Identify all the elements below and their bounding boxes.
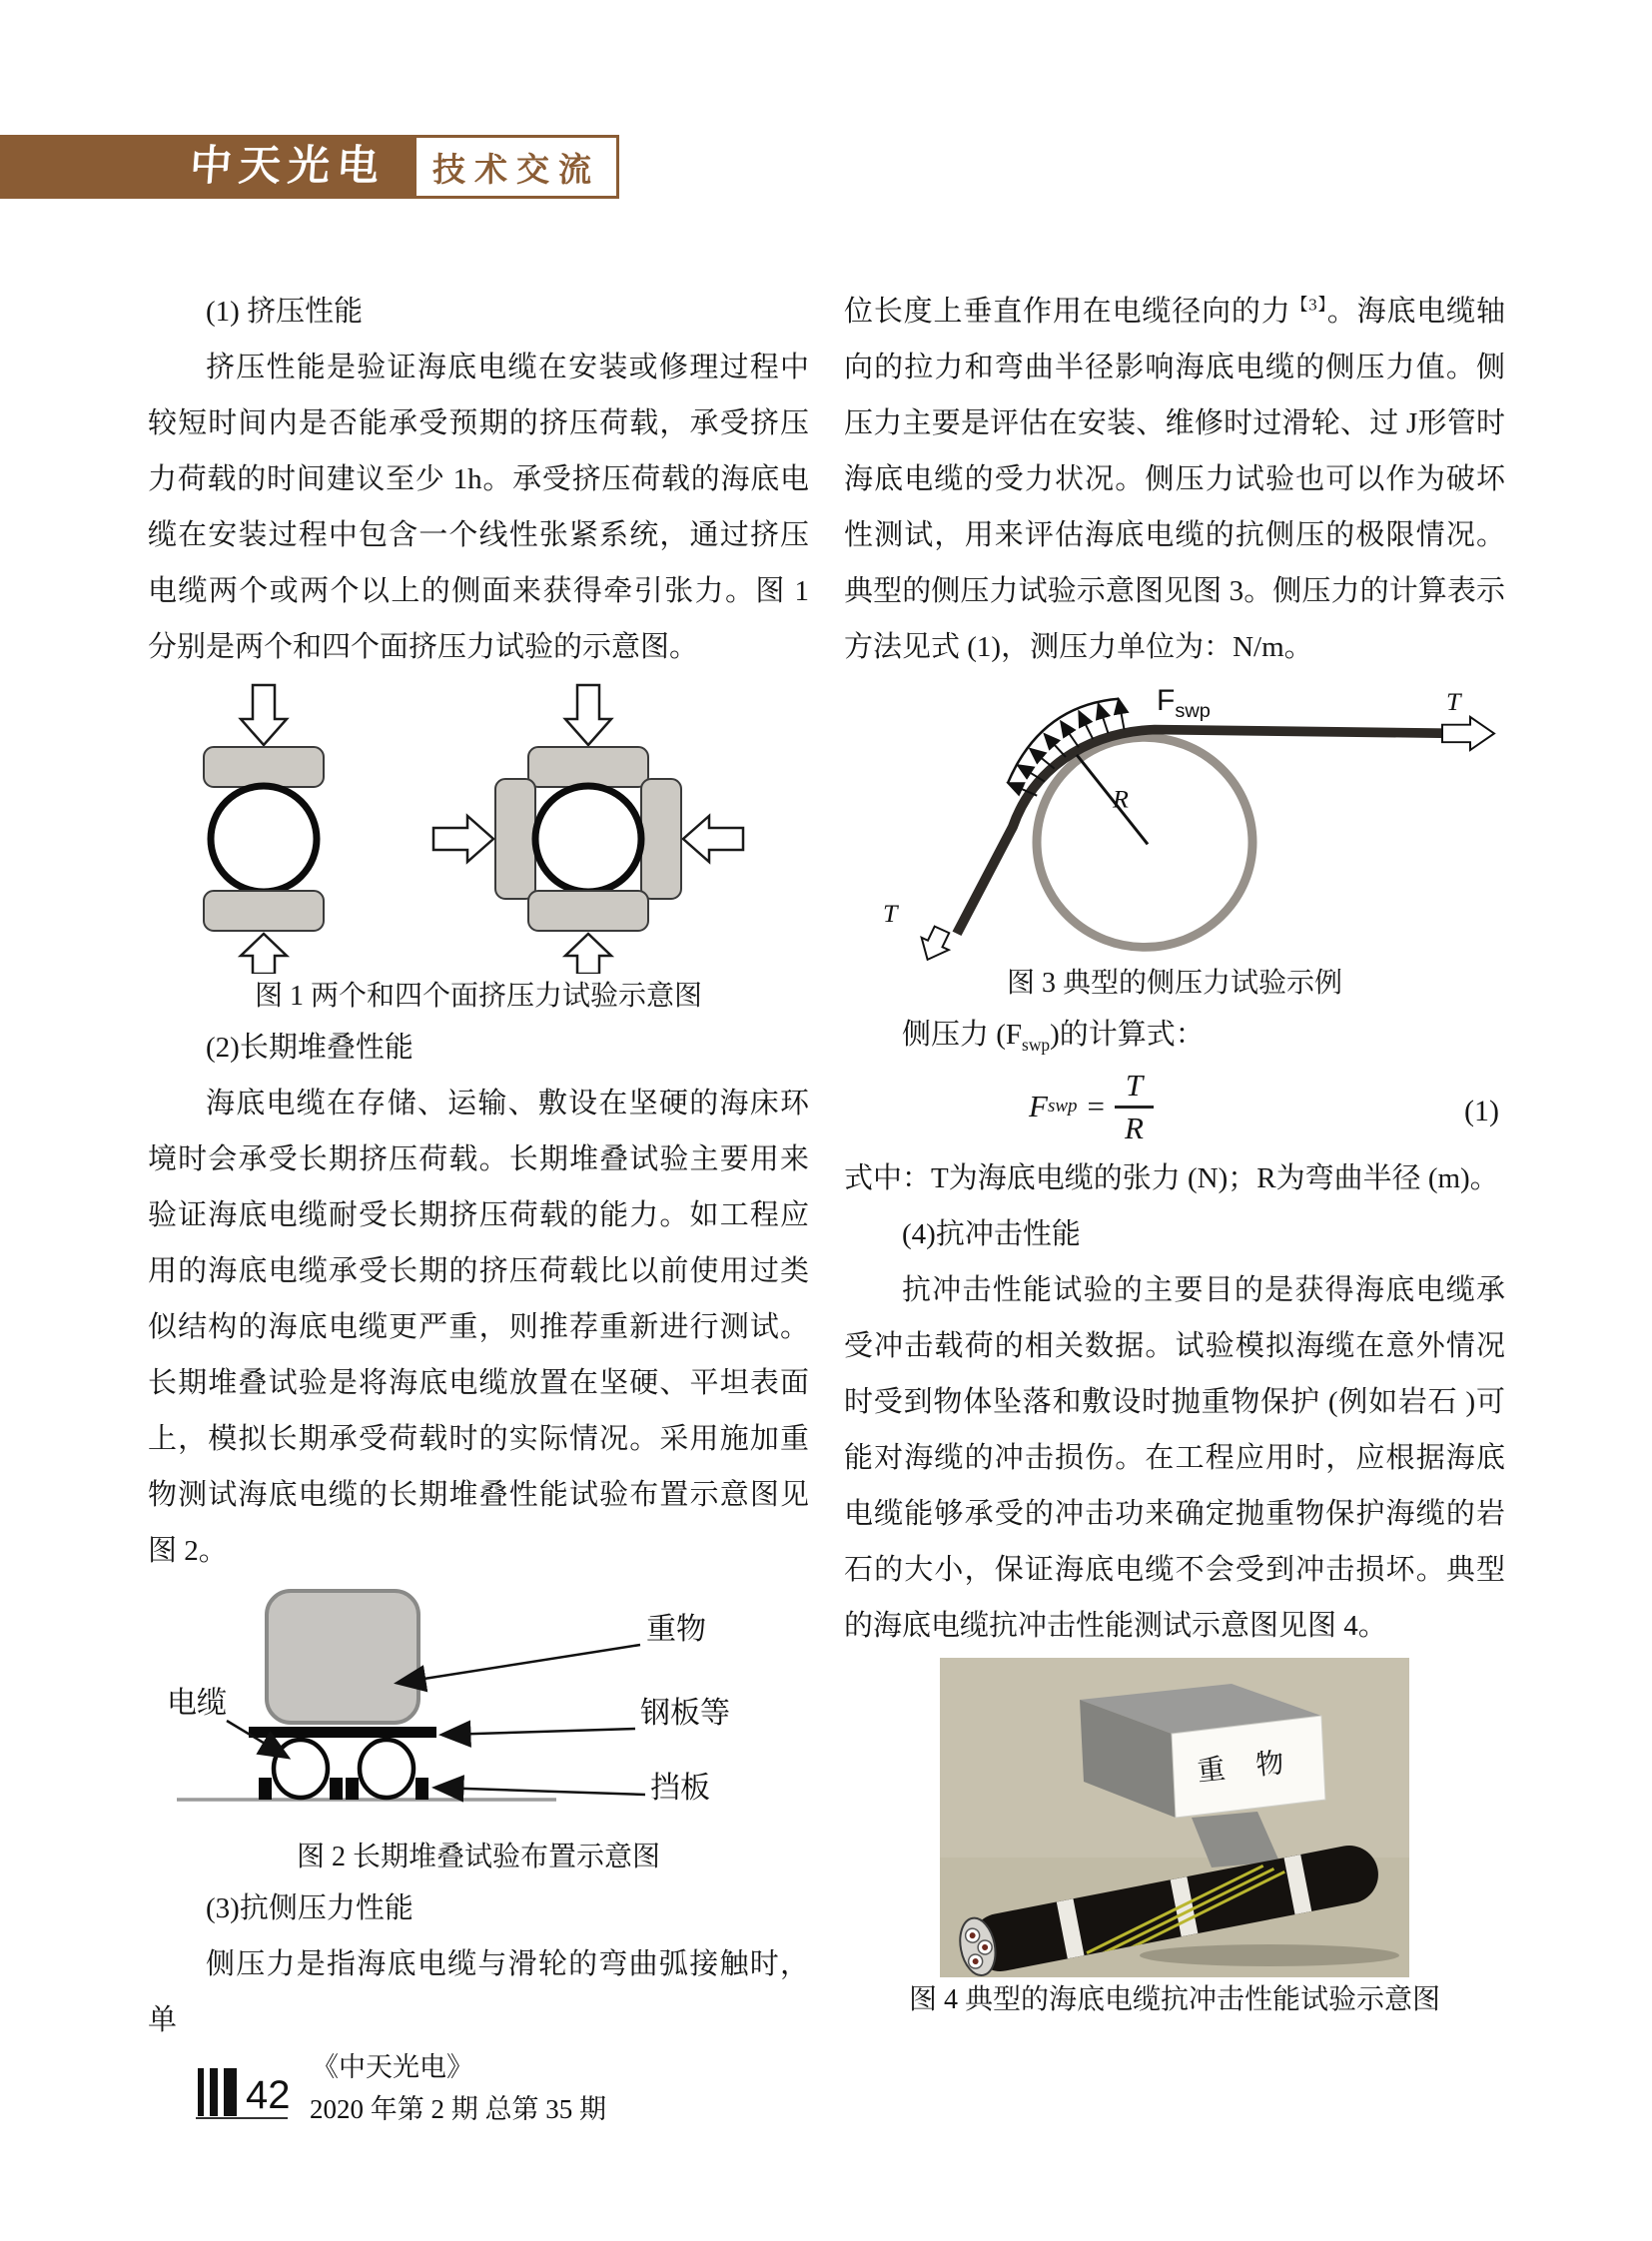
press-pad-right (641, 779, 681, 899)
label-arrow (399, 1645, 640, 1683)
right-column (844, 284, 1505, 2023)
equation-lhs: F (1029, 1089, 1048, 1123)
fraction-numerator: T (1125, 1067, 1144, 1103)
equation-number: (1) (1464, 1095, 1499, 1127)
figure-3-svg (845, 679, 1504, 961)
left-column (148, 284, 809, 2048)
force-label (1157, 684, 1211, 721)
heading-2: (2)长期堆叠性能 (206, 1032, 413, 1064)
journal-name: 《中天光电》 (312, 2052, 473, 2082)
figure-2-svg (149, 1583, 808, 1835)
page-number: 42 (246, 2073, 291, 2117)
tension-label-bottom: T (883, 899, 898, 929)
radius-label: R (1113, 784, 1129, 814)
cable-label: 电缆 (167, 1687, 227, 1720)
down-arrow-icon (241, 685, 287, 745)
paragraph-1: 挤压性能是验证海底电缆在安装或修理过程中较短时间内是否能承受预期的挤压荷载，承受挤压力荷载的时间建议至少 1h。承受挤压荷载的海底电缆在安装过程中包含一个线性张紧系统，通过挤压电缆两个或两个以上的侧面来获得牵引张力。图 1 分别是两个和四个面挤压力试验的示意图。 (148, 352, 809, 663)
formula-where-clause: 式中：T为海底电缆的张力 (N)；R为弯曲半径 (m)。 (844, 1162, 1499, 1194)
up-arrow-icon (241, 934, 287, 974)
figure-1-crush-test-diagram (148, 679, 809, 974)
formula-intro (844, 1007, 1505, 1063)
figure-4-caption: 图 4 典型的海底电缆抗冲击性能试验示意图 (908, 1984, 1440, 2015)
journal-issue: 2020 年第 2 期 总第 35 期 (310, 2094, 606, 2124)
section-label: 技术交流 (432, 150, 600, 188)
down-arrow-icon (565, 685, 611, 745)
pressure-arrow (1061, 721, 1079, 747)
steel-plate (249, 1727, 436, 1738)
section-label-box (413, 135, 619, 199)
heading-3: (3)抗侧压力性能 (206, 1892, 413, 1924)
cable-shadow (1140, 1944, 1399, 1966)
cable-cross-section (535, 786, 641, 892)
plate-label: 钢板等 (640, 1697, 730, 1730)
heading-4: (4)抗冲击性能 (902, 1218, 1081, 1250)
tension-arrow-right (1442, 717, 1494, 750)
figure-3-sidewall-pressure-diagram (844, 679, 1505, 961)
press-pad-left (495, 779, 535, 899)
equation-lhs-sub: swp (1047, 1096, 1078, 1117)
figure-3-caption: 图 3 典型的侧压力试验示例 (1006, 968, 1342, 999)
figure-4-svg (940, 1658, 1409, 1977)
fraction (1115, 1066, 1154, 1148)
pressure-arrow (1119, 699, 1125, 730)
footer-bar (224, 2068, 237, 2116)
press-pad-bottom (528, 891, 648, 931)
equals-sign: = (1087, 1089, 1105, 1123)
equation-1 (844, 1063, 1505, 1150)
footer-bars-icon (198, 2068, 237, 2116)
label-arrow (227, 1721, 287, 1757)
weight-label: 重物 (646, 1613, 706, 1646)
baffle-block (259, 1778, 272, 1800)
cable-cross-section (274, 1740, 328, 1798)
press-pad-top (204, 747, 324, 787)
weight-label: 重 物 (1196, 1746, 1297, 1789)
equation-1-expression (1029, 1063, 1154, 1150)
figure-1-svg (149, 679, 808, 974)
journal-logo: 中天光电 (188, 144, 388, 190)
paragraph-2: 海底电缆在存储、运输、敷设在坚硬的海床环境时会承受长期挤压荷载。长期堆叠试验主要用来验证海底电缆耐受长期挤压荷载的能力。如工程应用的海底电缆承受长期的挤压荷载比以前使用过类似结构的海底电缆更严重，则推荐重新进行测试。长期堆叠试验是将海底电缆放置在坚硬、平坦表面上，模拟长期承受荷载时的实际情况。采用施加重物测试海底电缆的长期堆叠性能试验布置示意图见图 2。 (148, 1088, 809, 1567)
paragraph-3: 侧压力是指海底电缆与滑轮的弯曲弧接触时，单 (148, 1948, 809, 2036)
press-pad-bottom (204, 891, 324, 931)
right-arrow-icon (433, 816, 493, 862)
cable-cross-section (360, 1740, 413, 1798)
figure-4-impact-test-photo (844, 1658, 1505, 1977)
baffle-block (330, 1778, 343, 1800)
baffle-block (415, 1778, 428, 1800)
heading-1: (1) 挤压性能 (206, 296, 364, 328)
press-pad-top (528, 747, 648, 787)
baffle-label: 挡板 (650, 1772, 710, 1805)
cable-cross-section (211, 786, 317, 892)
pressure-arrow (1079, 711, 1093, 739)
paragraph-4 (844, 284, 1505, 675)
figure-2-stacking-test-diagram (148, 1583, 809, 1835)
pressure-arrow (1030, 749, 1055, 769)
weight-block (267, 1591, 418, 1723)
footer-bar (198, 2068, 204, 2116)
left-arrow-icon (683, 816, 743, 862)
tension-label-top: T (1446, 687, 1461, 717)
fraction-denominator: R (1115, 1106, 1154, 1148)
footer-bar (210, 2068, 218, 2116)
paragraph-5: 抗冲击性能试验的主要目的是获得海底电缆承受冲击载荷的相关数据。试验模拟海缆在意外情况时受到物体坠落和敷设时抛重物保护 (例如岩石 )可能对海缆的冲击损伤。在工程应用时，应根据海底电缆能够承受的冲击功来确定抛重物保护海缆的岩石的大小，保证海底电缆不会受到冲击损坏。典型的海底电缆抗冲击性能测试示意图见图 4。 (844, 1274, 1505, 1642)
label-arrow (443, 1729, 635, 1735)
citation-3: 【3】 (1290, 295, 1327, 315)
tension-arrow-down-left (914, 924, 956, 961)
up-arrow-icon (565, 934, 611, 974)
figure-1-caption: 图 1 两个和四个面挤压力试验示意图 (254, 981, 702, 1012)
paragraph-4-text: 位长度上垂直作用在电缆径向的力 (844, 296, 1291, 328)
pressure-arrow (1045, 734, 1066, 757)
pressure-arrow (1099, 704, 1109, 734)
formula-intro-sub: swp (1022, 1034, 1051, 1055)
force-label-sub: swp (1175, 700, 1211, 722)
formula-intro-rest: )的计算式： (1050, 1019, 1205, 1051)
formula-intro-text: 侧压力 (F (902, 1019, 1023, 1051)
footer-rule (196, 2117, 288, 2119)
label-arrow (436, 1788, 645, 1795)
baffle-block (346, 1778, 359, 1800)
paragraph-4-rest: 。海底电缆轴向的拉力和弯曲半径影响海底电缆的侧压力值。侧压力主要是评估在安装、维修时过滑轮、过 J形管时海底电缆的受力状况。侧压力试验也可以作为破坏性测试，用来评估海底电缆的抗侧压的极限情况。典型的侧压力试验示意图见图 3。侧压力的计算表示方法见式 (1)，测压力单位为：N/m。 (844, 296, 1505, 663)
force-label-main: F (1157, 684, 1176, 718)
figure-2-caption: 图 2 长期堆叠试验布置示意图 (296, 1842, 660, 1872)
